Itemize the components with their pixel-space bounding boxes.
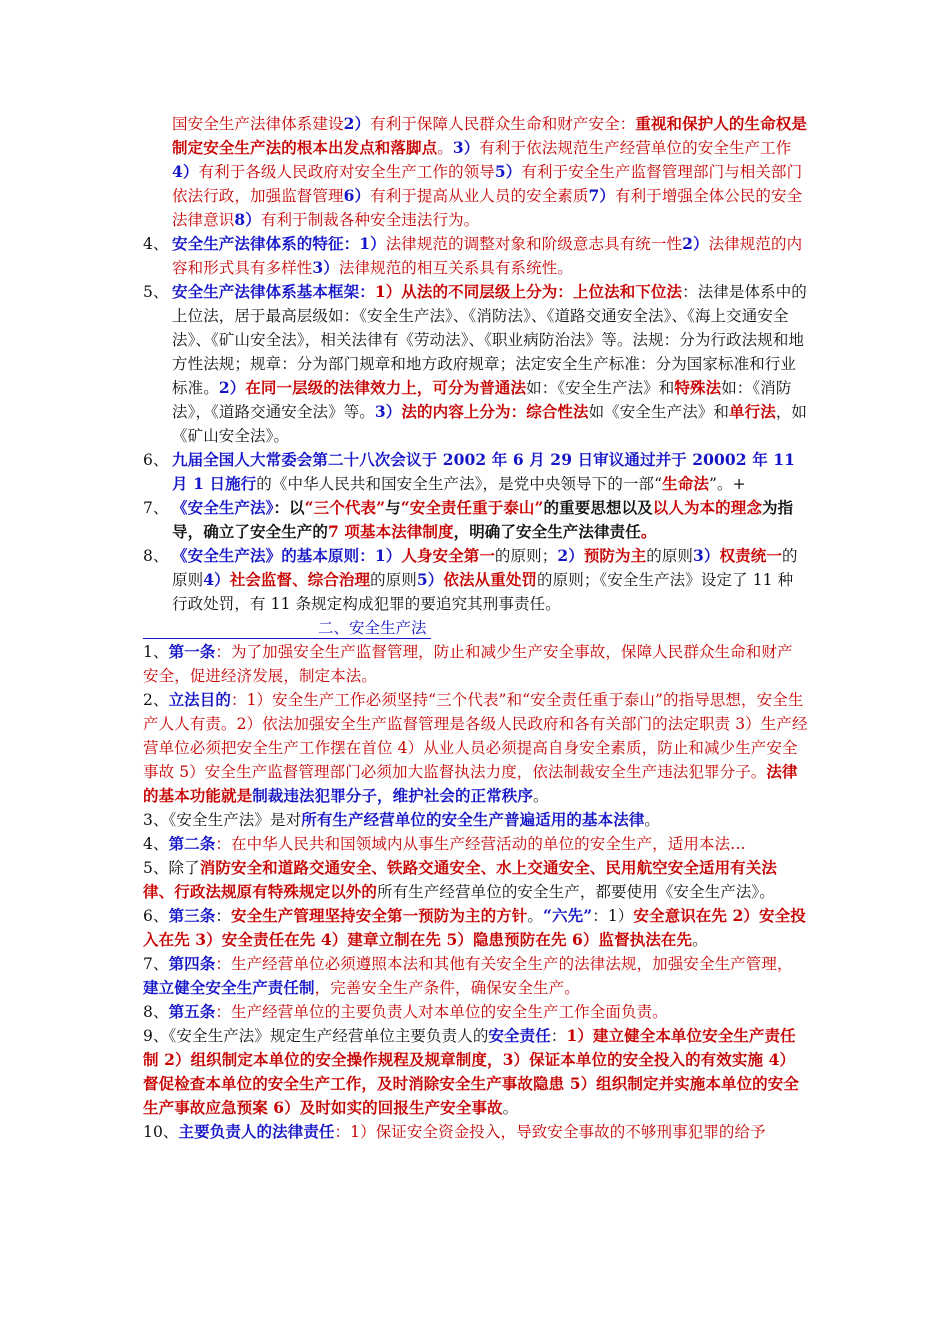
text-run: ：法律是体系中的上位法，居于最高层级如：《安全生产法》、《消防法》、《道路交通安全法》、《海上交通安全法》、《矿山安全法》，相关法律有《劳动法》、《职业病防治法》等。法规：分为行政法规和地方性法规；规章：分为部门规章和地方政府规章；法定安全生产标准：分为国家标准和行业标准。	[172, 283, 807, 397]
text-run: “三个代表”	[304, 498, 386, 517]
text-run: 法的内容上分为：综合性法	[401, 402, 589, 421]
text-run: 。	[692, 931, 708, 949]
text-run: 6、	[143, 907, 169, 925]
text-run: 生命法	[662, 474, 709, 493]
paragraph-p7	[0, 496, 808, 544]
paragraph-number: 7、	[143, 499, 169, 517]
text-run: 。	[527, 907, 543, 925]
text-run: 7 项基本法律制度	[328, 522, 454, 541]
text-run: 的原则	[646, 547, 694, 565]
text-run: 3）	[693, 546, 720, 565]
text-run: 2）	[557, 546, 584, 565]
text-run: ：	[550, 1027, 567, 1045]
text-run: 法律规范的相互关系具有系统性。	[338, 259, 573, 277]
paragraph-a2	[0, 688, 808, 808]
text-run: 《安全生产法》的基本原则：	[172, 546, 375, 565]
text-run: 5）	[416, 570, 444, 589]
text-run: 的重要思想以及	[543, 498, 653, 517]
text-run: ：为了加强安全生产监督管理，防止和减少生产安全事故，保障人民群众生命和财产安全，促进经济发展，制定本法。	[143, 643, 793, 685]
text-run: 1）建立健全本单位安全生产责任制 2）组织制定本单位的安全操作规程及规章制度，3）保证本单位的安全投入的有效实施 4）督促检查本单位的安全生产工作，及时消除安全生产事故隐患 5）组织制定并实施本单位的安全生产事故应急预案 6）及时如实的回报生产安全事故	[143, 1026, 799, 1117]
text-run: +	[732, 475, 746, 493]
text-run: 第五条	[168, 1002, 216, 1021]
text-run: 第四条	[168, 954, 216, 973]
text-run: 。	[437, 139, 453, 157]
text-run: 有利于安全生产监督管理部门与相关部门依法行政，加强监督管理	[172, 163, 803, 205]
text-run: 主要负责人的法律责任	[178, 1122, 335, 1141]
text-run: 预防为主	[583, 546, 647, 565]
text-run: 安全生产法律体系基本框架：	[172, 282, 375, 301]
text-run: 国安全生产法律体系建设	[172, 115, 344, 133]
text-run: ：生产经营单位必须遵照本法和其他有关安全生产的法律法规，加强安全生产管理，	[215, 955, 793, 973]
text-run: 3）	[452, 138, 480, 157]
text-run: 1、	[143, 643, 169, 661]
text-run: 有利于提高从业人员的安全素质	[370, 187, 589, 205]
section-heading	[0, 616, 950, 640]
text-run: 如：《安全生产法》和	[526, 379, 675, 397]
text-run: 的原则；《安全生产法》设定了 11 种行政处罚，有 11 条规定构成犯罪的要追究其刑事责任。	[172, 571, 794, 613]
paragraph-p5	[0, 280, 808, 448]
text-run: 2、	[143, 691, 169, 709]
text-run: 特殊法	[674, 378, 722, 397]
paragraph-a10	[0, 1120, 808, 1144]
text-run: 2）	[343, 114, 371, 133]
text-run: 7）	[588, 186, 616, 205]
text-run: 建立健全安全生产责任制	[143, 978, 315, 997]
text-run: 有利于制裁各种安全违法行为。	[260, 211, 480, 229]
text-run: 社会监督、综合治理	[229, 570, 371, 589]
text-run: 2）	[218, 378, 246, 397]
text-run: 8）	[234, 210, 261, 229]
paragraph-number: 5、	[143, 283, 169, 301]
text-run: ：在中华人民共和国领域内从事生产经营活动的单位的安全生产，适用本法…	[215, 835, 746, 853]
paragraph-p3-cont	[0, 112, 808, 232]
text-run: 8、	[143, 1003, 169, 1021]
text-run: 3）	[374, 402, 402, 421]
paragraph-a4	[0, 832, 808, 856]
text-run: 4、	[143, 835, 169, 853]
text-run: 5、除了	[143, 859, 200, 877]
paragraph-a1	[0, 640, 808, 688]
paragraph-number: 8、	[143, 547, 169, 565]
text-run: 重视和保护人的生命权是制定安全生产法的根本出发点和落脚点	[172, 114, 807, 157]
text-run: 法律的基本功能就是	[143, 762, 798, 805]
paragraph-a8	[0, 1000, 808, 1024]
text-run: ：生产经营单位的主要负责人对本单位的安全生产工作全面负责。	[215, 1003, 668, 1021]
text-run: 的原则；	[494, 547, 558, 565]
text-run: “六先”	[543, 906, 593, 925]
text-run: 9、《安全生产法》规定生产经营单位主要负责人的	[143, 1027, 489, 1045]
paragraph-p8	[0, 544, 808, 616]
text-run: 2）	[682, 234, 709, 253]
paragraph-number: 4、	[143, 235, 169, 253]
text-run: 。	[502, 1099, 519, 1117]
text-run: 单行法	[729, 402, 776, 421]
text-run: 依法从重处罚	[443, 570, 538, 589]
heading-text: 二、安全生产法	[318, 619, 427, 637]
text-run: 10、	[143, 1123, 179, 1141]
text-run: 5）	[494, 162, 522, 181]
text-run: 4）	[203, 570, 230, 589]
text-run: 安全责任	[488, 1026, 551, 1045]
text-run: 立法目的	[168, 690, 231, 709]
paragraph-a6	[0, 904, 808, 952]
text-run: “安全责任重于泰山”	[400, 498, 544, 517]
text-run: 安全生产管理坚持安全第一预防为主的方针	[230, 906, 528, 925]
text-run: 。	[533, 787, 549, 805]
paragraph-a5	[0, 856, 808, 904]
text-run: 第二条	[168, 834, 216, 853]
text-run: ，如《矿山安全法》。	[172, 403, 808, 445]
text-run: 以人为本的理念	[652, 498, 762, 517]
text-run: ，完善安全生产条件，确保安全生产。	[314, 979, 580, 997]
text-run: 权责统一	[719, 546, 782, 565]
text-run: 所有生产经营单位的安全生产，都要使用《安全生产法》。	[377, 883, 775, 901]
text-run: 有利于依法规范生产经营单位的安全生产工作	[479, 139, 792, 157]
text-run: 有利于保障人民群众生命和财产安全：	[370, 115, 636, 133]
text-run: ：1）保证安全资金投入，导致安全事故的不够刑事犯罪的给予	[334, 1123, 766, 1141]
text-run: 法律规范的调整对象和阶级意志具有统一性	[385, 235, 683, 253]
document-body	[0, 112, 950, 1144]
text-run: 消防安全和道路交通安全、铁路交通安全、水上交通安全、民用航空安全适用有关法律、行政法规原有特殊规定以外的	[143, 858, 777, 901]
text-run: 安全生产法律体系的特征：	[172, 234, 360, 253]
text-run: ，明确了安全生产法律责任	[453, 522, 641, 541]
text-run: 如：《消防法》，《道路交通安全法》等。	[172, 379, 792, 421]
text-run: 的《中华人民共和国安全生产法》，是党中央领导下的一部“	[256, 475, 663, 493]
text-run: ：1）	[592, 907, 634, 925]
text-run: 所有生产经营单位的安全生产普遍适用的基本法律	[301, 810, 645, 829]
text-run: 为指导，确立了安全生产的	[172, 498, 794, 541]
text-run: 3）	[312, 258, 339, 277]
text-run: 有利于增强全体公民的安全法律意识	[172, 187, 803, 229]
text-run: ：1）安全生产工作必须坚持“三个代表”和“安全责任重于泰山”的指导思想，安全生产人人有责。2）依法加强安全生产监督管理是各级人民政府和各有关部门的法定职责 3）生产经营单位必须把安全生产工作摆在首位 4）从业人员必须提高自身安全素质，防止和减少生产安全事故 5）安全生产监督管理部门必须加大监督执法力度，依法制裁安全生产违法犯罪分子。	[143, 691, 808, 781]
text-run: ：以	[273, 498, 305, 517]
text-run: 如《安全生产法》和	[588, 403, 730, 421]
text-run: 1）从法的不同层级上分为：上位法和下位法	[374, 282, 683, 301]
text-run: 1）	[374, 546, 402, 565]
text-run: 第三条	[168, 906, 216, 925]
text-run: 安全意识在先 2）安全投入在先 3）安全责任在先 4）建章立制在先 5）隐患预防在先 6）监督执法在先	[143, 906, 806, 949]
text-run: 九届全国人大常委会第二十八次会议于 2002 年 6 月 29 日审议通过并于 20002 年 11 月 1 日施行	[172, 450, 796, 493]
paragraph-a3	[0, 808, 808, 832]
text-run: 4）	[172, 162, 199, 181]
text-run: 6）	[343, 186, 371, 205]
text-run: 7、	[143, 955, 169, 973]
text-run: 。	[644, 811, 661, 829]
text-run: ”。	[708, 475, 733, 493]
text-run: ：	[215, 907, 231, 925]
paragraph-p4	[0, 232, 808, 280]
text-run: 有利于各级人民政府对安全生产工作的领导	[198, 163, 495, 181]
text-run: 《安全生产法》	[172, 498, 274, 517]
text-run: 与	[385, 498, 401, 517]
text-run: 的原则	[172, 547, 798, 589]
text-run: 在同一层级的法律效力上，可分为普通法	[245, 378, 527, 397]
text-run: 1）	[359, 234, 386, 253]
text-run: 第一条	[168, 642, 216, 661]
text-run: 3、《安全生产法》是对	[143, 811, 302, 829]
paragraph-a9	[0, 1024, 808, 1120]
text-run: 法律规范的内容和形式具有多样性	[172, 235, 803, 277]
text-run: 的原则	[370, 571, 417, 589]
paragraph-number: 6、	[143, 451, 169, 469]
text-run: 。	[640, 522, 657, 541]
paragraph-a7	[0, 952, 808, 1000]
paragraph-p6	[0, 448, 808, 496]
text-run: 制裁违法犯罪分子，维护社会的正常秩序	[252, 786, 534, 805]
text-run: 人身安全第一	[401, 546, 495, 565]
